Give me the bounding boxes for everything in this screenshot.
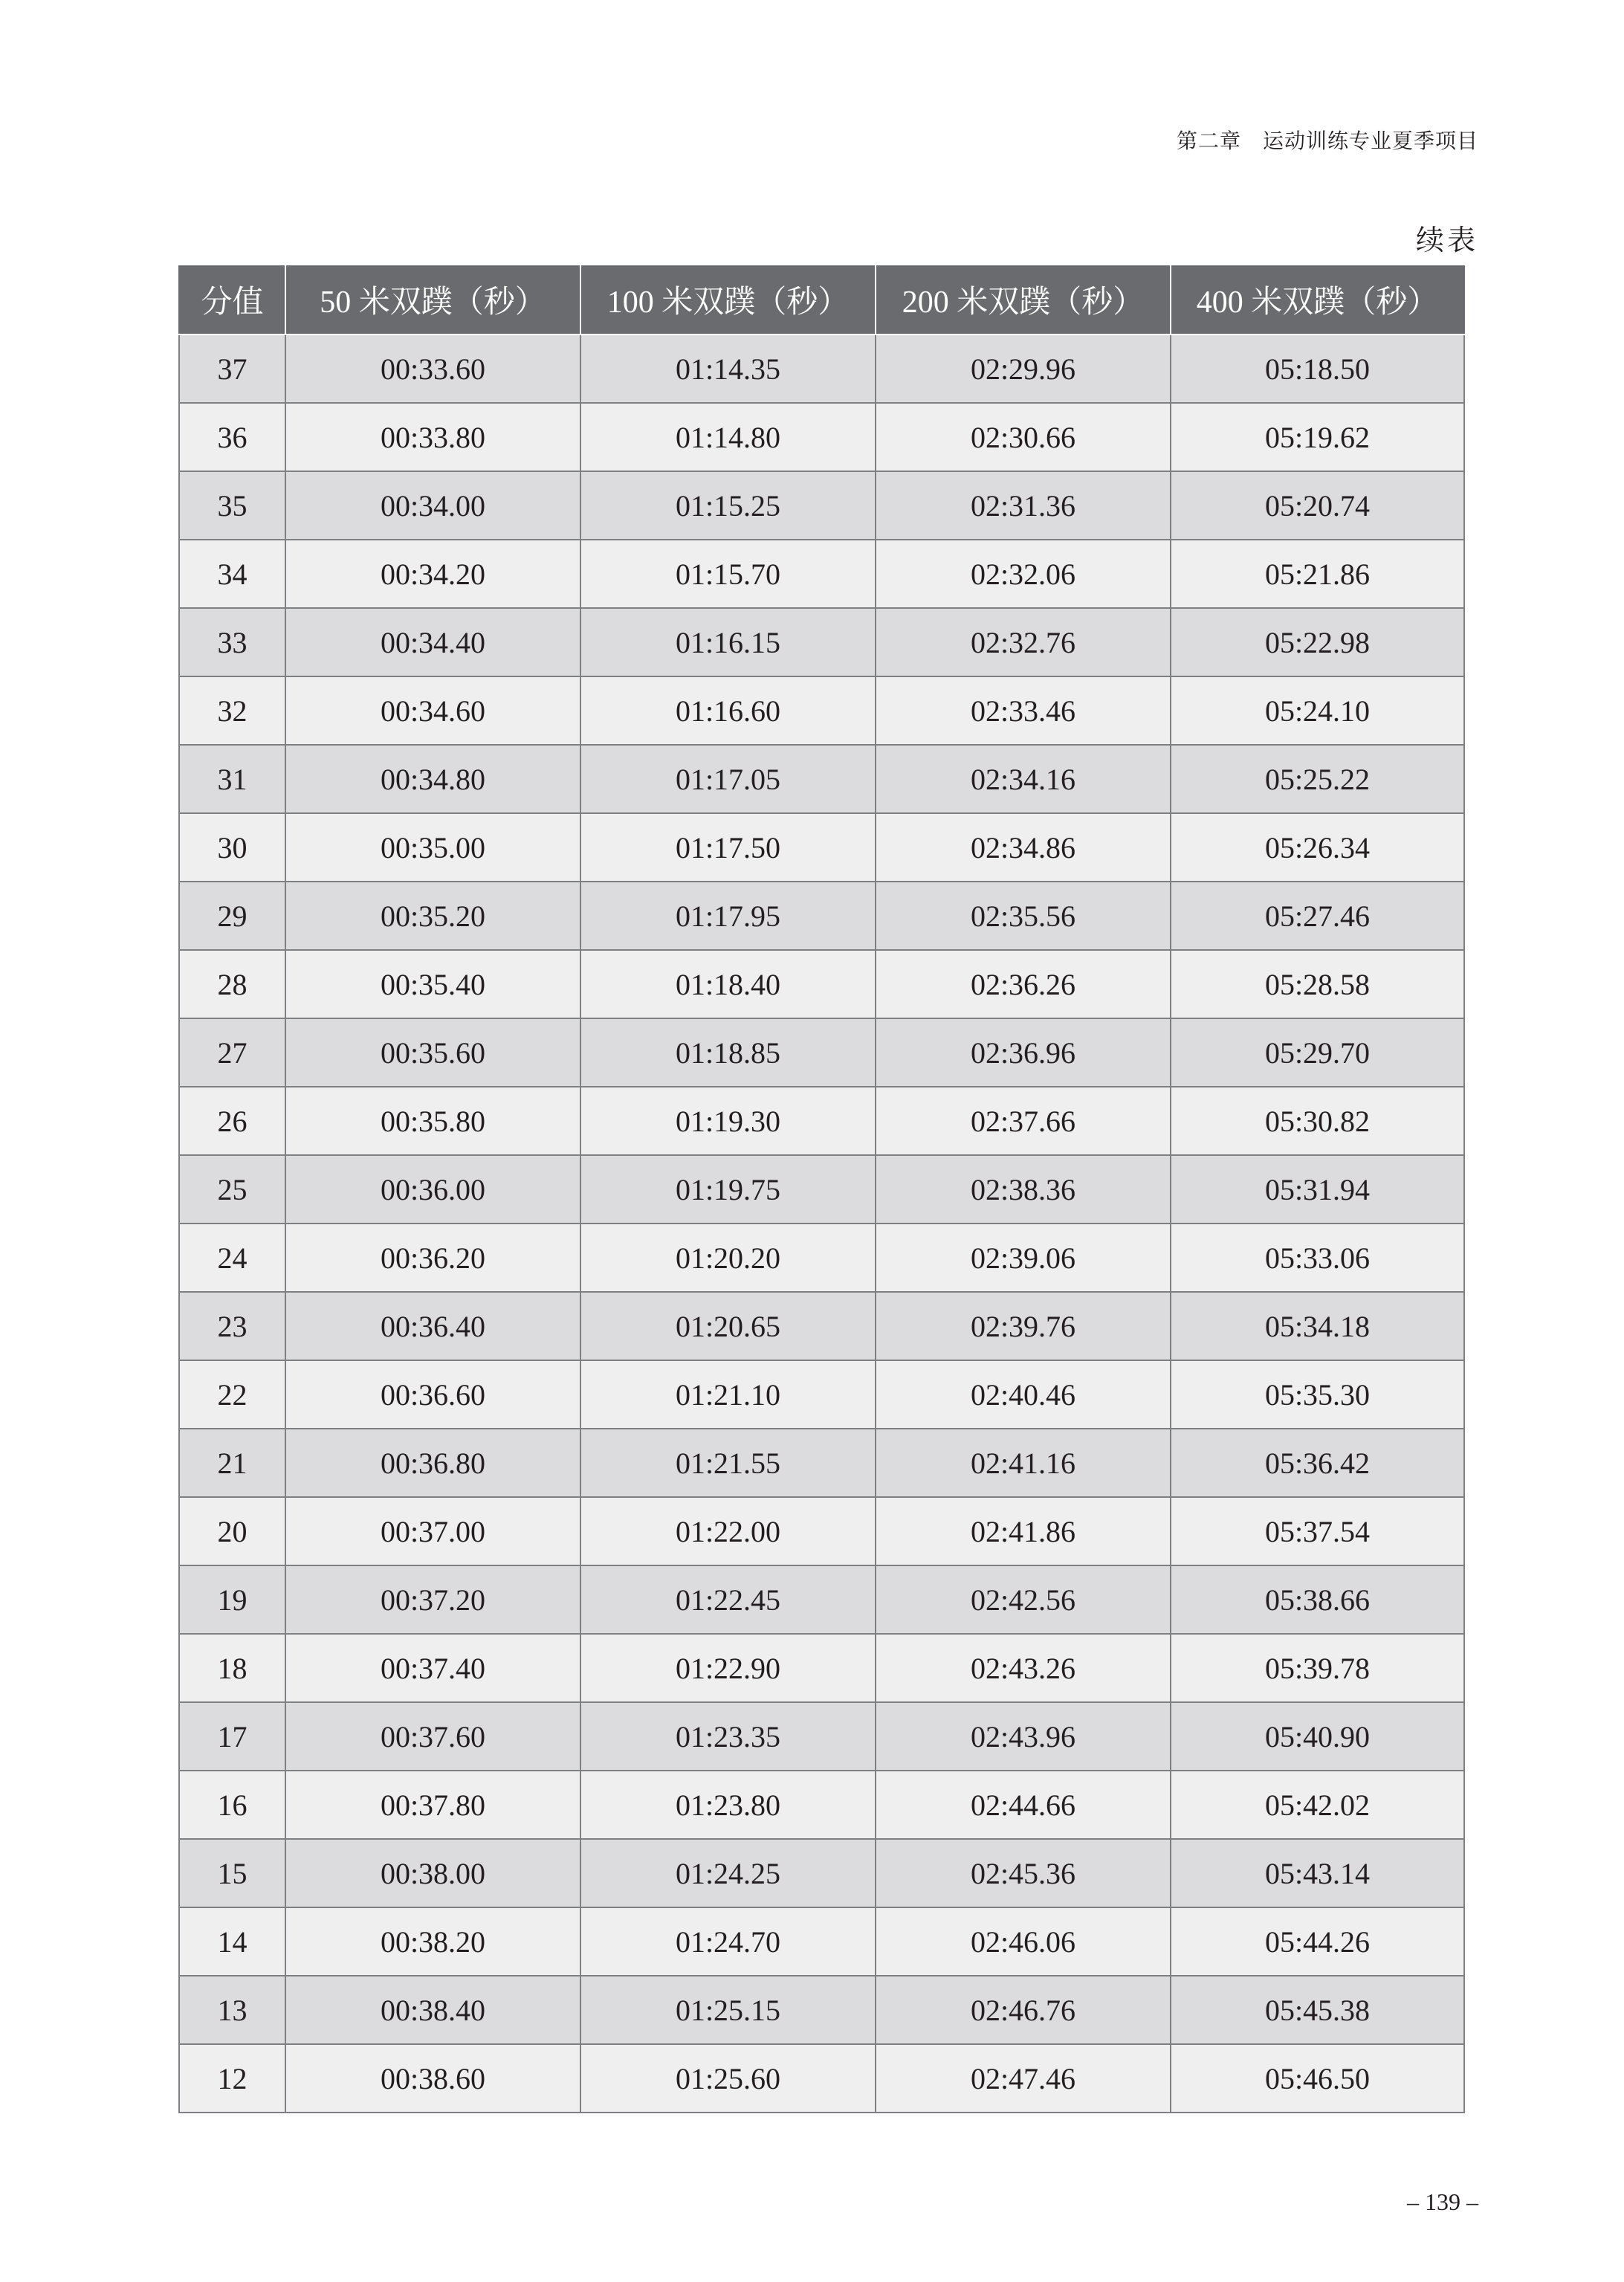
time-400m-cell: 05:38.66 (1171, 1565, 1464, 1634)
time-200m-cell: 02:36.26 (876, 950, 1171, 1018)
time-100m-cell: 01:23.80 (580, 1771, 876, 1839)
time-400m-cell: 05:27.46 (1171, 882, 1464, 950)
time-100m-cell: 01:22.00 (580, 1497, 876, 1565)
time-100m-cell: 01:23.35 (580, 1702, 876, 1771)
time-100m-cell: 01:24.25 (580, 1839, 876, 1907)
time-100m-cell: 01:24.70 (580, 1907, 876, 1976)
time-100m-cell: 01:19.75 (580, 1155, 876, 1224)
score-cell: 18 (179, 1634, 285, 1702)
table-row (179, 1429, 1464, 1497)
time-100m-cell: 01:14.80 (580, 403, 876, 471)
time-400m-cell: 05:34.18 (1171, 1292, 1464, 1360)
score-cell: 13 (179, 1976, 285, 2044)
score-cell: 15 (179, 1839, 285, 1907)
time-50m-cell: 00:36.60 (285, 1360, 580, 1429)
score-cell: 26 (179, 1087, 285, 1155)
time-100m-cell: 01:16.60 (580, 676, 876, 745)
time-100m-cell: 01:17.50 (580, 813, 876, 882)
time-400m-cell: 05:33.06 (1171, 1224, 1464, 1292)
time-50m-cell: 00:34.00 (285, 471, 580, 540)
table-row (179, 2044, 1464, 2113)
score-cell: 17 (179, 1702, 285, 1771)
time-200m-cell: 02:32.06 (876, 540, 1171, 608)
score-cell: 30 (179, 813, 285, 882)
table-row (179, 1976, 1464, 2044)
time-100m-cell: 01:20.65 (580, 1292, 876, 1360)
page-number: – 139 – (1407, 2188, 1478, 2215)
score-cell: 12 (179, 2044, 285, 2113)
time-50m-cell: 00:36.40 (285, 1292, 580, 1360)
table-row (179, 1771, 1464, 1839)
score-cell: 28 (179, 950, 285, 1018)
time-100m-cell: 01:19.30 (580, 1087, 876, 1155)
time-50m-cell: 00:35.00 (285, 813, 580, 882)
time-50m-cell: 00:34.40 (285, 608, 580, 676)
time-200m-cell: 02:42.56 (876, 1565, 1171, 1634)
time-50m-cell: 00:33.60 (285, 334, 580, 403)
score-cell: 31 (179, 745, 285, 813)
time-200m-cell: 02:47.46 (876, 2044, 1171, 2113)
time-100m-cell: 01:16.15 (580, 608, 876, 676)
time-400m-cell: 05:36.42 (1171, 1429, 1464, 1497)
score-cell: 32 (179, 676, 285, 745)
time-200m-cell: 02:37.66 (876, 1087, 1171, 1155)
score-table (178, 265, 1465, 2113)
time-200m-cell: 02:44.66 (876, 1771, 1171, 1839)
column-header-score: 分值 (179, 265, 285, 334)
time-50m-cell: 00:37.20 (285, 1565, 580, 1634)
score-cell: 33 (179, 608, 285, 676)
time-400m-cell: 05:45.38 (1171, 1976, 1464, 2044)
table-row (179, 745, 1464, 813)
time-400m-cell: 05:44.26 (1171, 1907, 1464, 1976)
score-cell: 19 (179, 1565, 285, 1634)
time-50m-cell: 00:33.80 (285, 403, 580, 471)
time-400m-cell: 05:37.54 (1171, 1497, 1464, 1565)
time-200m-cell: 02:39.06 (876, 1224, 1171, 1292)
time-50m-cell: 00:38.60 (285, 2044, 580, 2113)
time-400m-cell: 05:18.50 (1171, 334, 1464, 403)
table-header-row (179, 265, 1464, 334)
time-50m-cell: 00:34.20 (285, 540, 580, 608)
time-400m-cell: 05:21.86 (1171, 540, 1464, 608)
time-50m-cell: 00:37.60 (285, 1702, 580, 1771)
column-header-200m: 200 米双蹼（秒） (876, 265, 1171, 334)
table-body (179, 334, 1464, 2113)
time-50m-cell: 00:36.20 (285, 1224, 580, 1292)
score-cell: 24 (179, 1224, 285, 1292)
time-50m-cell: 00:34.60 (285, 676, 580, 745)
table-row (179, 1155, 1464, 1224)
column-header-50m: 50 米双蹼（秒） (285, 265, 580, 334)
time-50m-cell: 00:35.20 (285, 882, 580, 950)
table-row (179, 1018, 1464, 1087)
time-100m-cell: 01:14.35 (580, 334, 876, 403)
time-200m-cell: 02:33.46 (876, 676, 1171, 745)
time-100m-cell: 01:15.25 (580, 471, 876, 540)
time-100m-cell: 01:22.45 (580, 1565, 876, 1634)
table-row (179, 1224, 1464, 1292)
score-cell: 25 (179, 1155, 285, 1224)
running-header: 第二章 运动训练专业夏季项目 (1176, 130, 1478, 153)
time-400m-cell: 05:31.94 (1171, 1155, 1464, 1224)
time-100m-cell: 01:21.10 (580, 1360, 876, 1429)
time-200m-cell: 02:31.36 (876, 471, 1171, 540)
time-400m-cell: 05:26.34 (1171, 813, 1464, 882)
time-50m-cell: 00:35.80 (285, 1087, 580, 1155)
table-row (179, 1087, 1464, 1155)
time-200m-cell: 02:32.76 (876, 608, 1171, 676)
time-50m-cell: 00:38.20 (285, 1907, 580, 1976)
score-cell: 22 (179, 1360, 285, 1429)
time-400m-cell: 05:35.30 (1171, 1360, 1464, 1429)
table-row (179, 403, 1464, 471)
score-cell: 35 (179, 471, 285, 540)
time-50m-cell: 00:38.00 (285, 1839, 580, 1907)
time-200m-cell: 02:41.86 (876, 1497, 1171, 1565)
time-100m-cell: 01:15.70 (580, 540, 876, 608)
table-row (179, 1292, 1464, 1360)
time-200m-cell: 02:34.16 (876, 745, 1171, 813)
time-400m-cell: 05:29.70 (1171, 1018, 1464, 1087)
score-cell: 36 (179, 403, 285, 471)
table-row (179, 950, 1464, 1018)
time-400m-cell: 05:25.22 (1171, 745, 1464, 813)
table-row (179, 1907, 1464, 1976)
score-cell: 16 (179, 1771, 285, 1839)
score-cell: 21 (179, 1429, 285, 1497)
score-cell: 14 (179, 1907, 285, 1976)
table-row (179, 676, 1464, 745)
score-cell: 37 (179, 334, 285, 403)
table-row (179, 1839, 1464, 1907)
time-400m-cell: 05:30.82 (1171, 1087, 1464, 1155)
time-50m-cell: 00:36.80 (285, 1429, 580, 1497)
time-400m-cell: 05:40.90 (1171, 1702, 1464, 1771)
table-row (179, 334, 1464, 403)
score-cell: 34 (179, 540, 285, 608)
time-200m-cell: 02:41.16 (876, 1429, 1171, 1497)
time-50m-cell: 00:37.00 (285, 1497, 580, 1565)
column-header-100m: 100 米双蹼（秒） (580, 265, 876, 334)
table-row (179, 608, 1464, 676)
time-50m-cell: 00:37.40 (285, 1634, 580, 1702)
time-400m-cell: 05:46.50 (1171, 2044, 1464, 2113)
time-50m-cell: 00:35.40 (285, 950, 580, 1018)
time-200m-cell: 02:35.56 (876, 882, 1171, 950)
time-100m-cell: 01:18.85 (580, 1018, 876, 1087)
score-cell: 20 (179, 1497, 285, 1565)
score-cell: 27 (179, 1018, 285, 1087)
table-row (179, 1360, 1464, 1429)
time-200m-cell: 02:29.96 (876, 334, 1171, 403)
table-row (179, 882, 1464, 950)
time-200m-cell: 02:46.76 (876, 1976, 1171, 2044)
column-header-400m: 400 米双蹼（秒） (1171, 265, 1464, 334)
time-200m-cell: 02:45.36 (876, 1839, 1171, 1907)
time-50m-cell: 00:38.40 (285, 1976, 580, 2044)
time-400m-cell: 05:43.14 (1171, 1839, 1464, 1907)
table-row (179, 1565, 1464, 1634)
time-100m-cell: 01:25.15 (580, 1976, 876, 2044)
time-400m-cell: 05:22.98 (1171, 608, 1464, 676)
time-50m-cell: 00:35.60 (285, 1018, 580, 1087)
table-row (179, 1702, 1464, 1771)
score-cell: 29 (179, 882, 285, 950)
time-200m-cell: 02:39.76 (876, 1292, 1171, 1360)
time-200m-cell: 02:46.06 (876, 1907, 1171, 1976)
table-caption: 续表 (1415, 225, 1478, 256)
time-400m-cell: 05:19.62 (1171, 403, 1464, 471)
time-50m-cell: 00:36.00 (285, 1155, 580, 1224)
time-200m-cell: 02:43.96 (876, 1702, 1171, 1771)
time-200m-cell: 02:43.26 (876, 1634, 1171, 1702)
table-row (179, 813, 1464, 882)
time-50m-cell: 00:34.80 (285, 745, 580, 813)
time-400m-cell: 05:28.58 (1171, 950, 1464, 1018)
time-100m-cell: 01:17.05 (580, 745, 876, 813)
time-200m-cell: 02:38.36 (876, 1155, 1171, 1224)
time-100m-cell: 01:20.20 (580, 1224, 876, 1292)
table-row (179, 1634, 1464, 1702)
time-100m-cell: 01:25.60 (580, 2044, 876, 2113)
table-row (179, 1497, 1464, 1565)
time-200m-cell: 02:34.86 (876, 813, 1171, 882)
time-400m-cell: 05:42.02 (1171, 1771, 1464, 1839)
time-100m-cell: 01:21.55 (580, 1429, 876, 1497)
time-100m-cell: 01:17.95 (580, 882, 876, 950)
time-200m-cell: 02:30.66 (876, 403, 1171, 471)
time-400m-cell: 05:20.74 (1171, 471, 1464, 540)
score-cell: 23 (179, 1292, 285, 1360)
time-200m-cell: 02:40.46 (876, 1360, 1171, 1429)
time-100m-cell: 01:22.90 (580, 1634, 876, 1702)
time-400m-cell: 05:24.10 (1171, 676, 1464, 745)
time-200m-cell: 02:36.96 (876, 1018, 1171, 1087)
time-400m-cell: 05:39.78 (1171, 1634, 1464, 1702)
table-row (179, 540, 1464, 608)
time-50m-cell: 00:37.80 (285, 1771, 580, 1839)
table-row (179, 471, 1464, 540)
time-100m-cell: 01:18.40 (580, 950, 876, 1018)
